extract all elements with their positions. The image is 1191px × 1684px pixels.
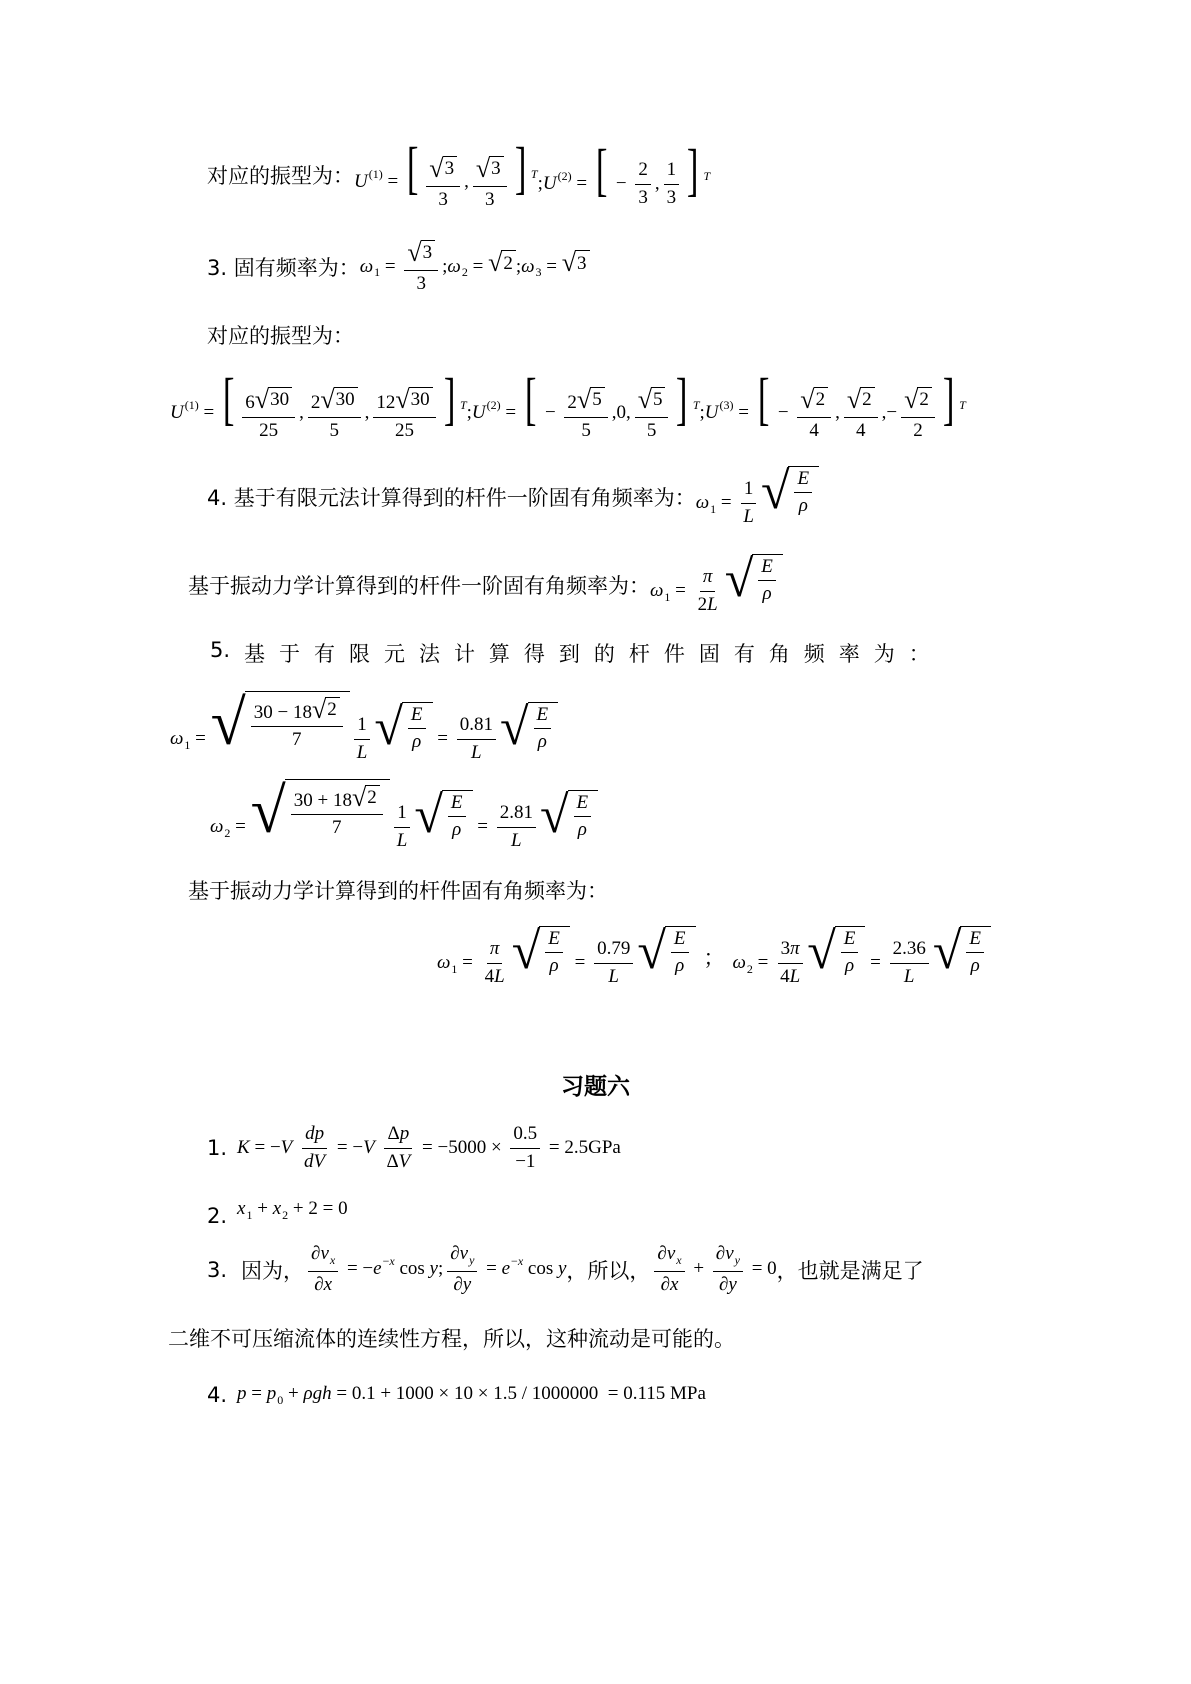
mode-vector-3dof-u1: $U^{(1)}$ = [ 6 √ 30 25 , 2 √ 30 5 , 12 √ 30 25 ] $^T$ <box>170 366 467 441</box>
modes-label: 对应的振型为： <box>207 164 354 188</box>
p5-char: 有 <box>314 642 335 666</box>
natural-frequency-line <box>207 232 590 302</box>
p5-omega1-fem: $\omega_1$ = √ 30 − 18 √ 2 7 $\frac{1}{L}$ √ $\frac{E}{\rho}$ = $\frac{0.81}{L}$ √ $\frac{E}{\rho}$ <box>170 690 558 765</box>
p3-modes-heading: 对应的振型为： <box>207 324 354 348</box>
p3-label: 3. 固有频率为： <box>207 256 360 280</box>
p5-char: 为 <box>873 642 895 666</box>
p5-char: ： <box>908 642 930 666</box>
p5-char: 到 <box>558 642 580 666</box>
p5-omega2-fem: $\omega_2$ = √ 30 + 18 √ 2 7 $\frac{1}{L}$ √ $\frac{E}{\rho}$ = $\frac{2.81}{L}$ √ $\frac{E}{\rho}$ <box>210 778 598 853</box>
mode-vector-u1: $U^{(1)}$ = [ √ 3 3 , √ 3 3 ] $^T$ <box>354 135 538 210</box>
velocity-derivatives: $\frac{\partial v_x}{\partial x}$ = $-e^{-x}$ cos y; $\frac{\partial v_y}{\partial y}$ = $e^{-x}$ cos y <box>304 1244 566 1295</box>
p5-vib-heading: 基于振动力学计算得到的杆件固有角频率为： <box>188 879 608 903</box>
p5-char: 限 <box>348 642 370 666</box>
p4-vib-line: 基于振动力学计算得到的杆件一阶固有角频率为： $\omega_1$ = $\frac{\pi}{2L}$ √ $\frac{E}{\rho}$ <box>188 550 783 620</box>
continuity-sum: $\frac{\partial v_x}{\partial x}$ + $\frac{\partial v_y}{\partial y}$ = 0 <box>650 1244 776 1295</box>
p5-char: 基 <box>244 642 266 666</box>
exercise-3-continued: 二维不可压缩流体的连续性方程，所以，这种流动是可能的。 <box>168 1327 735 1351</box>
p5-char: 率 <box>838 642 860 666</box>
p5-char: 频 <box>803 642 825 666</box>
p5-char: 件 <box>663 642 685 666</box>
frequency-values: $\omega_1$ = √ 3 3 $;\omega_2$ = √ 2 $;\omega_3$ = √ 3 <box>360 240 590 295</box>
pressure-formula: $p = p_0 + \rho gh = 0.1 + 1000 \times 10 \times 1.5 / 1000000 = 0.115$ MPa <box>237 1382 706 1407</box>
mode-vector-3dof-u3: $;U^{(3)}$ = [ − √ 2 4 , √ 2 4 ,− √ 2 2 ] $^T$ <box>699 366 966 441</box>
mode-vector-u2: $;U^{(2)}$ = [ − $\frac{2}{3}$ , $\frac{1}{3}$ ] $^T$ <box>537 136 711 209</box>
p5-char: 5. <box>210 638 231 662</box>
p5-char: 元 <box>383 642 405 666</box>
p4-vib-formula: $\omega_1$ = $\frac{\pi}{2L}$ √ $\frac{E}{\rho}$ <box>650 554 783 616</box>
p5-char: 角 <box>768 642 790 666</box>
p5-char: 计 <box>453 642 475 666</box>
p5-char: 法 <box>418 642 440 666</box>
mode-vector-3dof-u2: $;U^{(2)}$ = [ − 2 √ 5 5 ,0, √ 5 5 ] $^T$ <box>466 366 700 441</box>
p5-char: 固 <box>698 642 720 666</box>
p5-vib-formulas: $\omega_1$ = $\frac{\pi}{4L}$ √ $\frac{E}{\rho}$ = $\frac{0.79}{L}$ √ $\frac{E}{\rho}$ ； $\omega_2$ = $\frac{3\pi}{4L}$ √ $\frac{E}{\rho}$ = $\frac{2.36}{L}$ √ $\frac{E}{\rho}$ <box>437 922 991 992</box>
p4-fem-line: 4. 基于有限元法计算得到的杆件一阶固有角频率为： $\omega_1$ = $\frac{1}{L}$ √ $\frac{E}{\rho}$ <box>207 462 819 532</box>
exercise-2-equation: $x_1 + x_2 + 2 = 0$ <box>237 1197 348 1222</box>
mode-shapes-line-1 <box>207 135 711 210</box>
p5-char: 得 <box>523 642 545 666</box>
mode-shapes-line-3dof <box>170 366 966 446</box>
exercise-1: 1. K = −V $\frac{dp}{dV}$ = −V $\frac{\Delta p}{\Delta V}$ = −5000 × $\frac{0.5}{-1}$ = 2.5GPa <box>207 1122 621 1172</box>
bulk-modulus-formula: K = −V $\frac{dp}{dV}$ = −V $\frac{\Delta p}{\Delta V}$ = −5000 × $\frac{0.5}{-1}$ = 2.5GPa <box>237 1122 621 1172</box>
exercise-4: 4. $p = p_0 + \rho gh = 0.1 + 1000 \times 10 \times 1.5 / 1000000 = 0.115$ MPa <box>207 1382 706 1407</box>
p5-fem-heading <box>210 638 930 672</box>
p5-char: 的 <box>593 642 615 666</box>
p5-char: 有 <box>733 642 755 666</box>
exercise-2: 2. $x_1 + x_2 + 2 = 0$ <box>207 1197 348 1228</box>
section-title: 习题六 <box>561 1074 630 1100</box>
p5-char: 算 <box>488 642 510 666</box>
p5-char: 杆 <box>628 642 650 666</box>
p5-char: 于 <box>279 642 301 666</box>
p4-fem-formula: $\omega_1$ = $\frac{1}{L}$ √ $\frac{E}{\rho}$ <box>696 466 819 528</box>
exercise-3: 3. 因为， $\frac{\partial v_x}{\partial x}$ = $-e^{-x}$ cos y; $\frac{\partial v_y}{\partial y}$ = $e^{-x}$ cos y ，所以， $\frac{\partial v_x}{\partial x}$ + $\frac{\partial v_y}{\partial y}$ = 0 ，也就是满足了 <box>207 1243 924 1295</box>
